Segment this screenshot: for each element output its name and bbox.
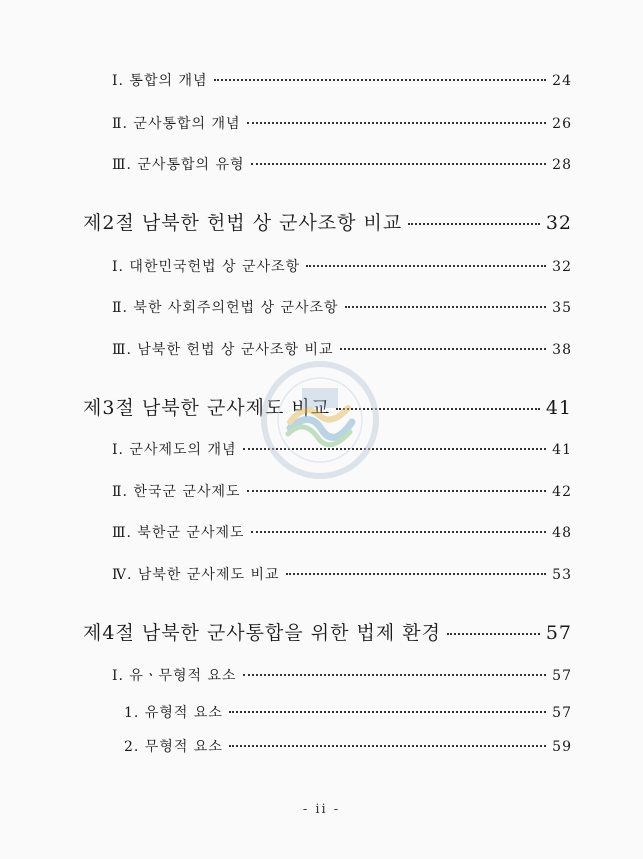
toc-entry-label: Ⅱ. 북한 사회주의헌법 상 군사조항 bbox=[112, 300, 339, 316]
toc-entry[interactable] bbox=[112, 522, 572, 542]
dot-leader bbox=[229, 745, 546, 747]
dot-leader bbox=[247, 122, 547, 124]
page-number-footer: - ii - bbox=[302, 802, 341, 817]
dot-leader bbox=[214, 79, 547, 81]
toc-entry-page: 53 bbox=[552, 567, 572, 583]
toc-entry-label: Ⅲ. 북한군 군사제도 bbox=[112, 525, 245, 541]
toc-entry-label: Ⅲ. 군사통합의 유형 bbox=[112, 157, 245, 173]
dot-leader bbox=[229, 711, 546, 713]
university-seal-watermark bbox=[260, 360, 380, 480]
toc-entry-label: Ⅲ. 남북한 헌법 상 군사조항 비교 bbox=[112, 342, 334, 358]
toc-entry-label: Ⅱ. 한국군 군사제도 bbox=[112, 484, 241, 500]
toc-entry-page: 26 bbox=[552, 116, 572, 132]
toc-section-page: 41 bbox=[545, 397, 572, 419]
toc-entry-page: 59 bbox=[552, 739, 572, 755]
toc-entry[interactable] bbox=[112, 339, 572, 359]
dot-leader bbox=[345, 306, 547, 308]
toc-section-page: 32 bbox=[545, 212, 572, 234]
toc-entry[interactable] bbox=[112, 70, 572, 90]
toc-entry-label: Ⅰ. 유ㆍ무형적 요소 bbox=[112, 668, 237, 684]
toc-entry[interactable] bbox=[112, 113, 572, 133]
toc-section-label: 제3절 남북한 군사제도 비교 bbox=[83, 397, 331, 419]
toc-entry-page: 57 bbox=[552, 705, 572, 721]
dot-leader bbox=[286, 573, 547, 575]
dot-leader bbox=[251, 163, 547, 165]
toc-entry-page: 41 bbox=[552, 442, 572, 458]
toc-entry-label: Ⅳ. 남북한 군사제도 비교 bbox=[112, 567, 280, 583]
dot-leader bbox=[247, 490, 547, 492]
toc-entry-page: 42 bbox=[552, 484, 572, 500]
toc-entry-page: 28 bbox=[552, 157, 572, 173]
dot-leader bbox=[243, 674, 547, 676]
toc-section[interactable] bbox=[83, 208, 572, 235]
dot-leader bbox=[306, 265, 546, 267]
toc-entry[interactable] bbox=[112, 481, 572, 501]
toc-entry-page: 32 bbox=[552, 259, 572, 275]
toc-entry-page: 48 bbox=[552, 525, 572, 541]
toc-entry-label: 2. 무형적 요소 bbox=[124, 739, 223, 755]
toc-entry-label: Ⅱ. 군사통합의 개념 bbox=[112, 116, 241, 132]
toc-entry-page: 35 bbox=[552, 300, 572, 316]
dot-leader bbox=[408, 223, 540, 225]
toc-entry[interactable] bbox=[112, 256, 572, 276]
toc-entry-page: 24 bbox=[552, 73, 572, 89]
toc-section-label: 제2절 남북한 헌법 상 군사조항 비교 bbox=[83, 212, 403, 234]
toc-entry-label: 1. 유형적 요소 bbox=[124, 705, 223, 721]
toc-entry[interactable] bbox=[112, 297, 572, 317]
toc-entry-page: 38 bbox=[552, 342, 572, 358]
toc-entry[interactable] bbox=[112, 665, 572, 685]
toc-entry-label: Ⅰ. 통합의 개념 bbox=[112, 73, 208, 89]
dot-leader bbox=[251, 531, 547, 533]
toc-entry-page: 57 bbox=[552, 668, 572, 684]
toc-entry[interactable] bbox=[124, 702, 572, 722]
dot-leader bbox=[340, 348, 547, 350]
toc-entry-label: Ⅰ. 대한민국헌법 상 군사조항 bbox=[112, 259, 301, 275]
toc-section[interactable] bbox=[83, 618, 572, 645]
toc-section-page: 57 bbox=[545, 622, 572, 644]
toc-entry[interactable] bbox=[124, 736, 572, 756]
toc-entry[interactable] bbox=[112, 154, 572, 174]
toc-entry-label: Ⅰ. 군사제도의 개념 bbox=[112, 442, 237, 458]
toc-entry[interactable] bbox=[112, 564, 572, 584]
dot-leader bbox=[447, 633, 540, 635]
toc-section-label: 제4절 남북한 군사통합을 위한 법제 환경 bbox=[83, 622, 441, 644]
